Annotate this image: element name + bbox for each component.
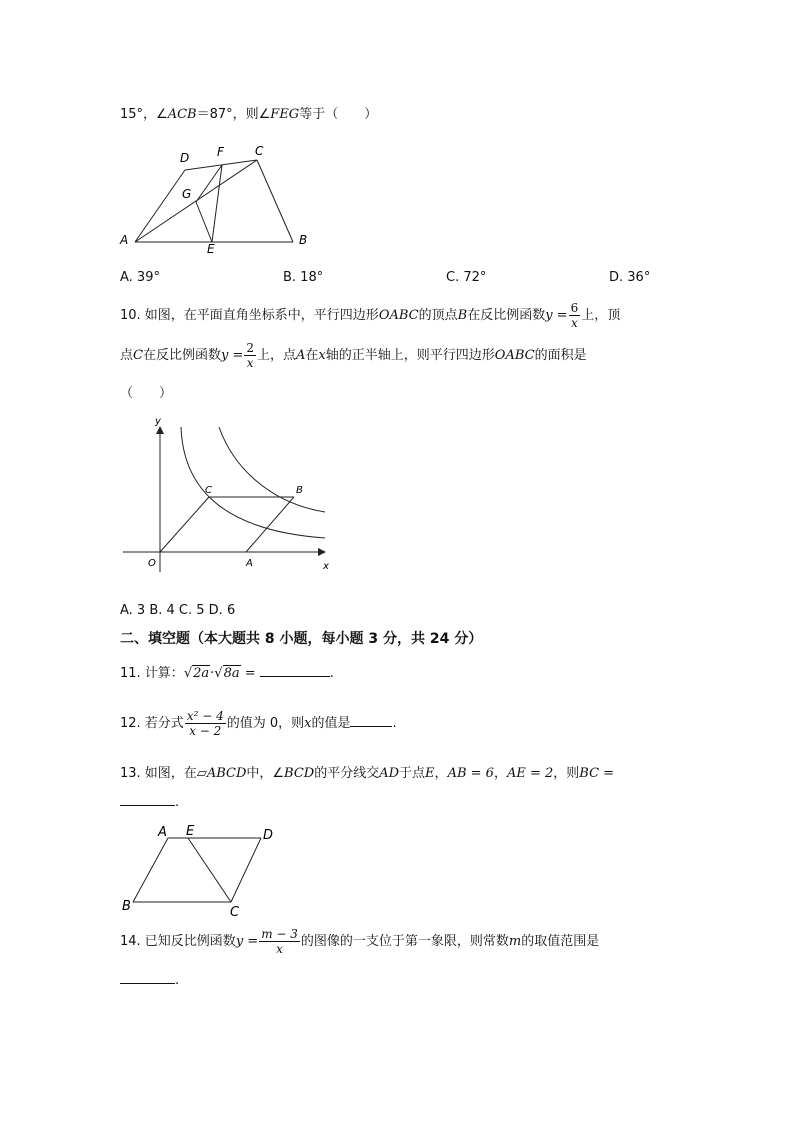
label-y: y — [155, 416, 161, 427]
answer-blank[interactable] — [350, 715, 392, 727]
segment-oc — [160, 497, 209, 552]
label-C: C — [230, 905, 240, 920]
label-C: C — [255, 144, 264, 158]
segment-ge — [196, 202, 212, 242]
q14-line2: . — [120, 972, 179, 988]
segment-ba — [246, 497, 294, 552]
q11: 11. 计算：√2a·√8a = . — [120, 664, 334, 684]
q9-stem: 15°，∠ACB＝87°，则∠FEG等于（ ） — [120, 107, 378, 122]
label-A: A — [246, 558, 253, 569]
q10-figure — [115, 412, 340, 574]
sqrt-8a: √8a — [214, 666, 240, 681]
q9-figure — [110, 140, 320, 260]
q14-line1: 14. 已知反比例函数y = $\frac{m - 3}{x}$ 的图像的一支位于第一象限，则常数m的取值范围是 — [120, 927, 600, 956]
answer-blank[interactable] — [120, 972, 175, 984]
q13-line1: 13. 如图，在▱ABCD中，∠BCD的平分线交AD于点E，AB = 6，AE = 2，则BC = — [120, 766, 615, 781]
label-x: x — [323, 561, 329, 572]
segment-ec — [188, 838, 231, 902]
answer-blank[interactable] — [260, 665, 330, 677]
label-A: A — [120, 233, 129, 247]
fraction-2-over-x: $\frac{2}{x}$ — [246, 341, 254, 370]
segment-ad — [135, 170, 185, 242]
q13-figure — [118, 822, 288, 922]
q10-paren: （ ） — [120, 386, 173, 401]
fraction-m-3-over-x: $\frac{m - 3}{x}$ — [261, 927, 298, 956]
q9-option-c: C. 72° — [446, 270, 487, 285]
q10-options: A. 3 B. 4 C. 5 D. 6 — [120, 603, 236, 618]
sqrt-2a: √2a — [183, 666, 210, 681]
label-E: E — [207, 242, 215, 256]
label-A: A — [158, 825, 167, 840]
fraction-6-over-x: $\frac{6}{x}$ — [570, 301, 579, 330]
q12: 12. 若分式 $\frac{\text{x² − 4}}{x - 2}$ 的值为 0，则x的值是 . — [120, 709, 397, 738]
label-B: B — [122, 899, 131, 914]
q9-option-b: B. 18° — [283, 270, 324, 285]
label-E: E — [186, 824, 195, 839]
curve-y-2-over-x — [181, 427, 325, 538]
segment-ab — [133, 838, 168, 902]
segment-cd — [231, 838, 261, 902]
label-D: D — [263, 828, 274, 843]
fraction-x2-4-over-x-2: $\frac{\text{x² − 4}}{x - 2}$ — [186, 709, 224, 738]
answer-blank[interactable] — [120, 794, 175, 806]
label-B: B — [299, 233, 308, 247]
q9-option-d: D. 36° — [609, 270, 651, 285]
q9-option-a: A. 39° — [120, 270, 160, 285]
section2-title: 二、填空题（本大题共 8 小题，每小题 3 分，共 24 分） — [120, 631, 483, 647]
q13-line2: . — [120, 794, 179, 810]
segment-cb — [257, 160, 293, 242]
label-O: O — [148, 558, 156, 569]
q10-line2: 点C在反比例函数y = $\frac{2}{x}$ 上，点A在x轴的正半轴上，则平行四边形OABC的面积是 — [120, 341, 587, 370]
label-F: F — [217, 145, 224, 159]
q10-line1: 10. 如图，在平面直角坐标系中，平行四边形OABC的顶点B在反比例函数y = $\frac{6}{x}$ 上，顶 — [120, 301, 621, 330]
segment-dc — [185, 160, 257, 170]
label-G: G — [182, 187, 192, 201]
label-D: D — [180, 151, 190, 165]
segment-ac — [135, 160, 257, 242]
label-B: B — [296, 485, 303, 496]
curve-y-6-over-x — [219, 427, 325, 512]
label-C: C — [205, 485, 212, 496]
